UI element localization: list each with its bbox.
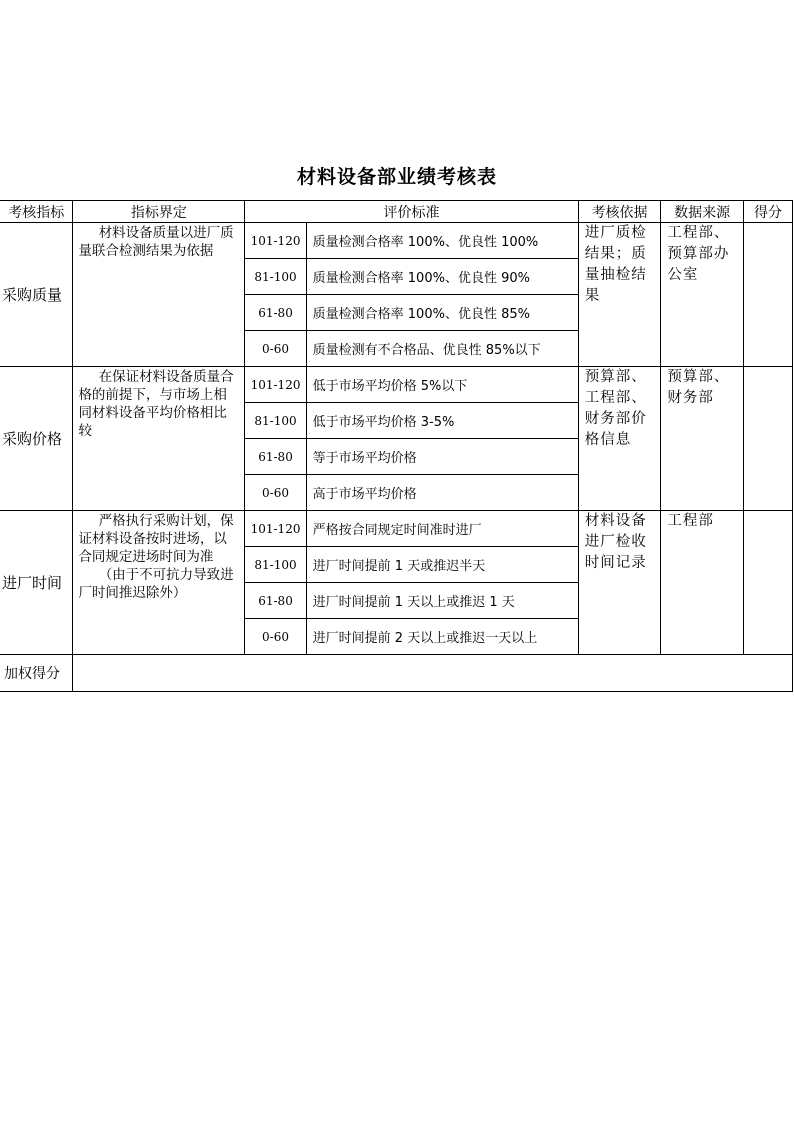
score-range-cell: 81-100 — [245, 547, 306, 583]
definition-text: 材料设备质量以进厂质量联合检测结果为依据 — [78, 225, 234, 259]
header-row — [0, 201, 793, 223]
standard-cell: 进厂时间提前 1 天以上或推迟 1 天 — [306, 583, 578, 619]
score-range-cell: 81-100 — [245, 259, 306, 295]
basis-cell: 材料设备进厂检收时间记录 — [578, 511, 661, 655]
standard-cell: 质量检测合格率 100%、优良性 90% — [306, 259, 578, 295]
header-basis: 考核依据 — [578, 201, 661, 223]
standard-cell: 质量检测有不合格品、优良性 85%以下 — [306, 331, 578, 367]
standard-cell: 严格按合同规定时间准时进厂 — [306, 511, 578, 547]
score-entry-cell[interactable] — [743, 223, 792, 367]
standard-cell: 高于市场平均价格 — [306, 475, 578, 511]
weighted-score-row — [0, 655, 793, 692]
table-row — [0, 223, 793, 259]
source-cell: 预算部、财务部 — [661, 367, 744, 511]
definition-cell — [73, 367, 245, 511]
table-row — [0, 367, 793, 403]
definition-cell — [73, 223, 245, 367]
standard-cell: 低于市场平均价格 5%以下 — [306, 367, 578, 403]
header-score: 得分 — [743, 201, 792, 223]
source-cell: 工程部 — [661, 511, 744, 655]
score-range-cell: 61-80 — [245, 439, 306, 475]
score-range-cell: 61-80 — [245, 583, 306, 619]
standard-cell: 进厂时间提前 1 天或推迟半天 — [306, 547, 578, 583]
appraisal-table — [0, 200, 793, 692]
groups-body — [0, 223, 793, 655]
score-range-cell: 101-120 — [245, 367, 306, 403]
source-cell: 工程部、预算部办公室 — [661, 223, 744, 367]
basis-cell: 预算部、工程部、财务部价格信息 — [578, 367, 661, 511]
score-range-cell: 0-60 — [245, 619, 306, 655]
table-row — [0, 511, 793, 547]
indicator-cell: 采购价格 — [0, 367, 73, 511]
standard-cell: 低于市场平均价格 3-5% — [306, 403, 578, 439]
weighted-score-label: 加权得分 — [0, 655, 73, 692]
definition-cell — [73, 511, 245, 655]
standard-cell: 质量检测合格率 100%、优良性 85% — [306, 295, 578, 331]
score-range-cell: 0-60 — [245, 475, 306, 511]
score-range-cell: 101-120 — [245, 511, 306, 547]
definition-text: 在保证材料设备质量合格的前提下，与市场上相同材料设备平均价格相比较 — [78, 369, 234, 439]
page-title: 材料设备部业绩考核表 — [296, 166, 497, 188]
header-source: 数据来源 — [661, 201, 744, 223]
header-standard: 评价标准 — [245, 201, 578, 223]
definition-note: （由于不可抗力导致进厂时间推迟除外） — [78, 567, 234, 601]
basis-cell: 进厂质检结果；质量抽检结果 — [578, 223, 661, 367]
standard-cell: 质量检测合格率 100%、优良性 100% — [306, 223, 578, 259]
standard-cell: 等于市场平均价格 — [306, 439, 578, 475]
score-entry-cell[interactable] — [743, 367, 792, 511]
header-indicator: 考核指标 — [0, 201, 73, 223]
score-range-cell: 61-80 — [245, 295, 306, 331]
score-range-cell: 0-60 — [245, 331, 306, 367]
definition-text: 严格执行采购计划，保证材料设备按时进场，以合同规定进场时间为准 — [78, 513, 234, 565]
header-definition: 指标界定 — [73, 201, 245, 223]
indicator-cell: 采购质量 — [0, 223, 73, 367]
score-entry-cell[interactable] — [743, 511, 792, 655]
score-range-cell: 81-100 — [245, 403, 306, 439]
score-range-cell: 101-120 — [245, 223, 306, 259]
standard-cell: 进厂时间提前 2 天以上或推迟一天以上 — [306, 619, 578, 655]
weighted-score-value[interactable] — [73, 655, 793, 692]
indicator-cell: 进厂时间 — [0, 511, 73, 655]
